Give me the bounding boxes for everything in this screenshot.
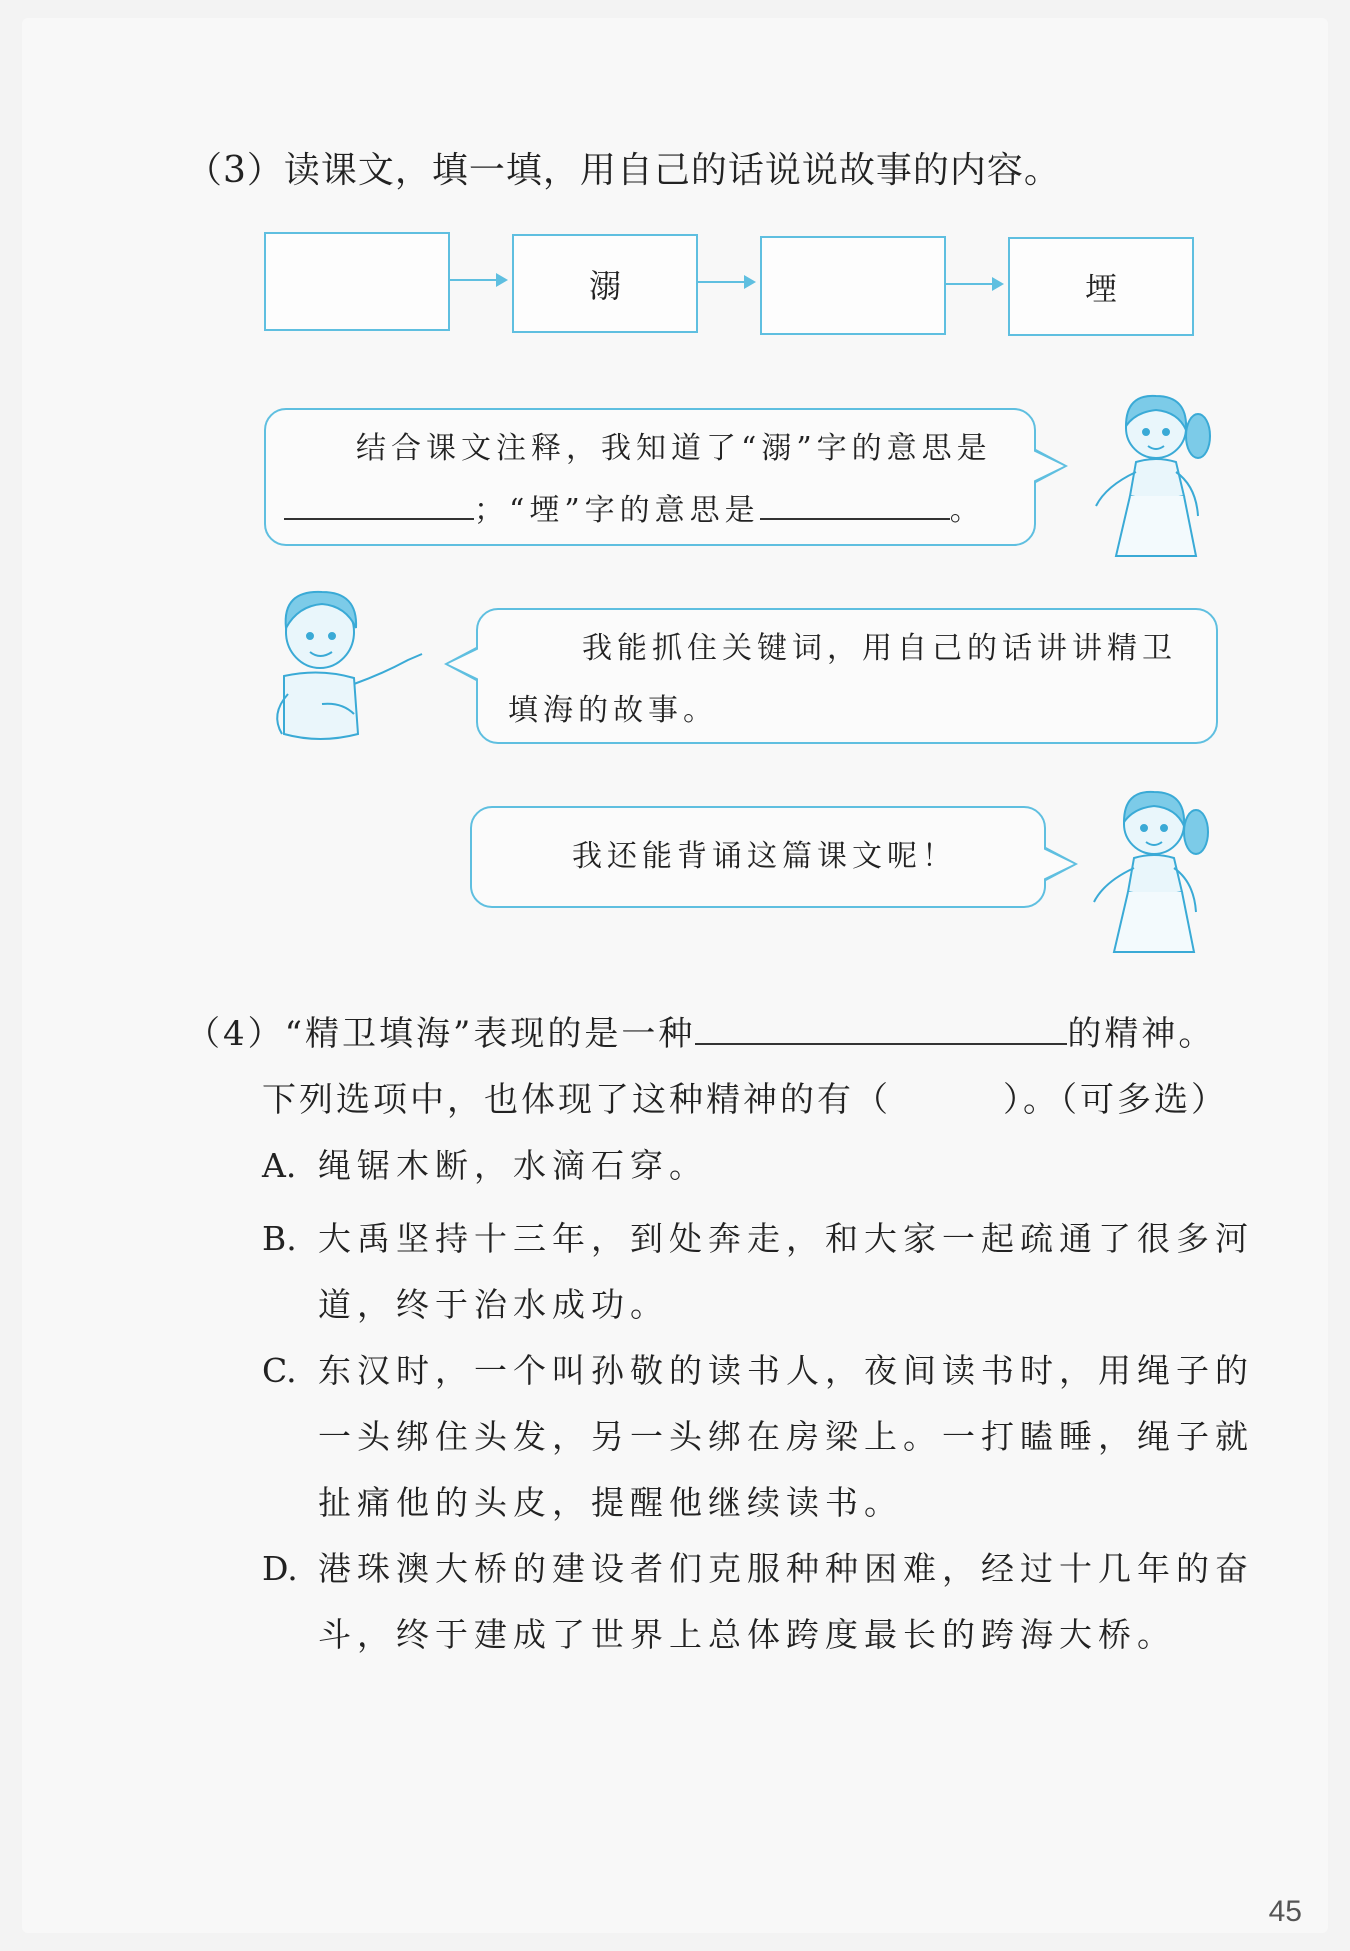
bubble-2-line-2: 填海的故事。 xyxy=(508,693,718,728)
bubble-2-line-1: 我能抓住关键词，用自己的话讲讲精卫 xyxy=(582,631,1177,666)
flow-arrow-1 xyxy=(450,279,506,281)
flow-arrow-2 xyxy=(698,281,754,283)
question-4-line-2: 下列选项中，也体现了这种精神的有（ ）。（可多选） xyxy=(262,1080,1228,1120)
answer-blank-ni[interactable] xyxy=(284,518,474,520)
flow-box-1[interactable] xyxy=(264,232,450,331)
spirit-answer-blank[interactable] xyxy=(695,1043,1067,1045)
answer-blank-yin[interactable] xyxy=(760,518,950,520)
option-a[interactable]: A. 绳锯木断，水滴石穿。 xyxy=(262,1146,708,1185)
option-d[interactable]: D. 港珠澳大桥的建设者们克服种种困难，经过十几年的奋 斗，终于建成了世界上总体跨度最长的跨海大桥。 xyxy=(262,1549,1254,1654)
option-b[interactable]: B. 大禹坚持十三年，到处奔走，和大家一起疏通了很多河 道，终于治水成功。 xyxy=(262,1219,1254,1324)
question-3-title: （3）读课文，填一填，用自己的话说说故事的内容。 xyxy=(186,150,1061,191)
girl-illustration xyxy=(1086,386,1222,566)
flow-box-4: 堙 xyxy=(1008,237,1194,336)
page-number: 45 xyxy=(1268,1895,1302,1928)
flow-box-2: 溺 xyxy=(512,234,698,333)
speech-bubble-recite xyxy=(470,806,1046,908)
bubble-1-line-1: 结合课文注释，我知道了“溺”字的意思是 xyxy=(356,431,992,466)
speech-bubble-meaning xyxy=(264,408,1036,546)
flow-box-3[interactable] xyxy=(760,236,946,335)
boy-illustration xyxy=(262,584,432,764)
girl-illustration-2 xyxy=(1084,782,1220,962)
flow-arrow-3 xyxy=(946,283,1002,285)
option-c[interactable]: C. 东汉时，一个叫孙敬的读书人，夜间读书时，用绳子的 一头绑住头发，另一头绑在房梁上。一打瞌睡，绳子就 扯痛他的头皮，提醒他继续读书。 xyxy=(262,1351,1254,1522)
speech-bubble-retell xyxy=(476,608,1218,744)
bubble-3-text: 我还能背诵这篇课文呢！ xyxy=(572,839,957,874)
question-4-line-1: （4）“精卫填海”表现的是一种 的精神。 xyxy=(186,1014,1216,1054)
bubble-1-line-2: ；“堙”字的意思是 。 xyxy=(266,480,1034,542)
